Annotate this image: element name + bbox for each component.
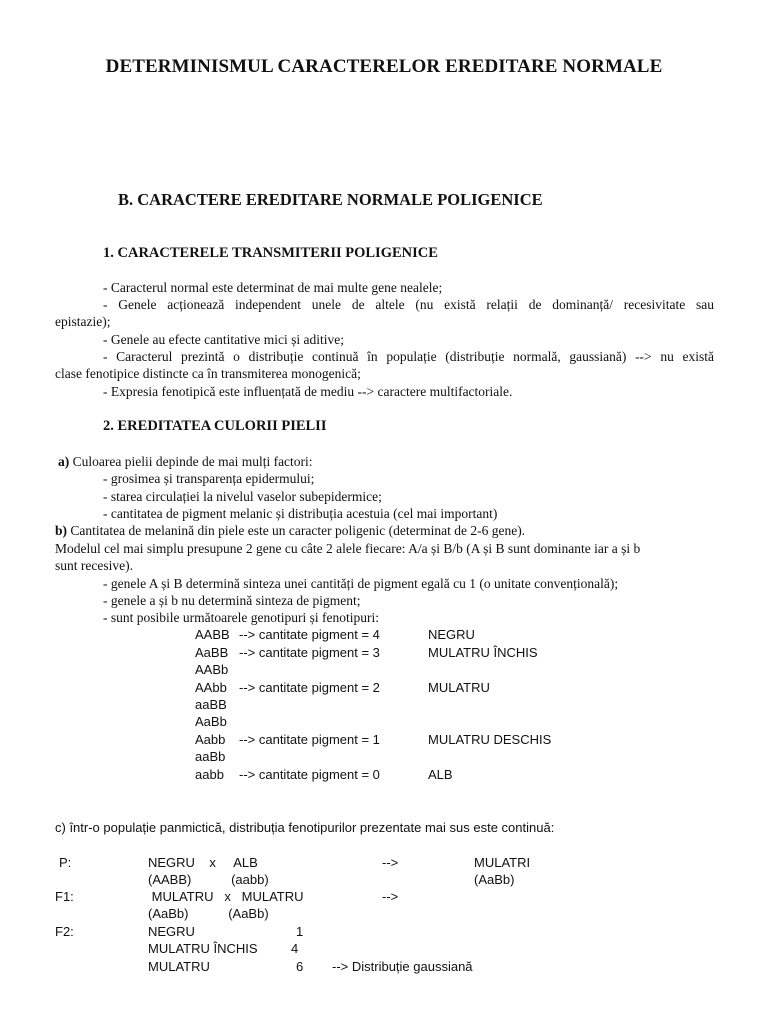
cross-label-f1: F1: (55, 889, 74, 904)
f2-phenotype: NEGRU (148, 924, 195, 939)
bullet-3: - Genele au efecte cantitative mici și aditive; (103, 332, 345, 347)
factor-item: - grosimea și transparența epidermului; (103, 471, 315, 486)
cross-f1-arrow: --> (382, 889, 399, 904)
paragraph-c: c) într-o populație panmictică, distribuția fenotipurilor prezentate mai sus este continuă: (55, 820, 555, 835)
cross-p-arrow: --> (382, 855, 399, 870)
cross-label-p: P: (59, 855, 72, 870)
phenotype-cell: MULATRU ÎNCHIS (428, 645, 538, 660)
cross-p-result: MULATRI (474, 855, 531, 870)
genotype-cell: AAbb (195, 680, 227, 695)
gene-item: - genele A și B determină sinteza unei cantități de pigment egală cu 1 (o unitate convențională); (103, 576, 619, 591)
paragraph-a (58, 453, 313, 470)
genotype-cell: Aabb (195, 732, 226, 747)
phenotype-cell: MULATRU DESCHIS (428, 732, 552, 747)
f2-phenotype: MULATRU (148, 959, 210, 974)
phenotype-cell: ALB (428, 767, 453, 782)
genotype-cell: AaBB (195, 645, 229, 660)
cross-label-f2: F2: (55, 924, 74, 939)
genotype-cell: aaBb (195, 749, 226, 764)
genotype-cell: aabb (195, 767, 224, 782)
bullet-2-line-1: - Genele acționează independent unele de altele (nu există relații de dominanță/ recesivitate sau (103, 297, 714, 312)
subsection-1-heading: 1. CARACTERELE TRANSMITERII POLIGENICE (103, 245, 438, 261)
genotype-cell: AABB (195, 627, 230, 642)
pigment-cell: --> cantitate pigment = 0 (239, 767, 380, 782)
cross-p-genotypes: (AABB) (aabb) (148, 872, 269, 887)
pigment-cell: --> cantitate pigment = 2 (239, 680, 380, 695)
bullet-4-line-1: - Caracterul prezintă o distribuție continuă în populație (distribuție normală, gaussiană) --> nu există (103, 349, 714, 364)
bullet-4-line-2: clase fenotipice distincte ca în transmiterea monogenică; (55, 366, 361, 381)
pigment-cell: --> cantitate pigment = 3 (239, 645, 380, 660)
f2-phenotype: MULATRU ÎNCHIS (148, 941, 258, 956)
factor-item: - starea circulației la nivelul vaselor subepidermice; (103, 489, 382, 504)
paragraph-b (55, 522, 525, 539)
paragraph-a-label: a) (58, 454, 70, 469)
page-title: DETERMINISMUL CARACTERELOR EREDITARE NORMALE (105, 56, 663, 77)
f2-count: 6 (296, 959, 304, 974)
cross-p-result-genotype: (AaBb) (474, 872, 515, 887)
genotype-cell: AABb (195, 662, 229, 677)
section-b-heading: B. CARACTERE EREDITARE NORMALE POLIGENICE (118, 190, 543, 209)
subsection-2-heading: 2. EREDITATEA CULORII PIELII (103, 418, 327, 434)
paragraph-b-text: Cantitatea de melanină din piele este un caracter poligenic (determinat de 2-6 gene). (67, 523, 526, 538)
phenotype-cell: NEGRU (428, 627, 475, 642)
model-line-1: Modelul cel mai simplu presupune 2 gene cu câte 2 alele fiecare: A/a și B/b (A și B sunt dominante iar a și b (55, 541, 641, 556)
cross-p-parents: NEGRU x ALB (148, 855, 258, 870)
paragraph-b-label: b) (55, 523, 68, 538)
bullet-2-line-2: epistazie); (55, 314, 111, 329)
model-line-2: sunt recesive). (55, 558, 133, 573)
gene-item: - sunt posibile următoarele genotipuri și fenotipuri: (103, 610, 379, 625)
bullet-1: - Caracterul normal este determinat de mai multe gene nealele; (103, 280, 443, 295)
f2-count: 1 (296, 924, 304, 939)
cross-f1-genotypes: (AaBb) (AaBb) (148, 906, 269, 921)
cross-f1-parents: MULATRU x MULATRU (148, 889, 304, 904)
factor-item: - cantitatea de pigment melanic și distribuția acestuia (cel mai important) (103, 506, 498, 521)
paragraph-a-text: Culoarea pielii depinde de mai mulți factori: (69, 454, 313, 469)
gene-item: - genele a și b nu determină sinteza de pigment; (103, 593, 361, 608)
genotype-cell: AaBb (195, 714, 227, 729)
bullet-5: - Expresia fenotipică este influențată de mediu --> caractere multifactoriale. (103, 384, 513, 399)
f2-distribution-note: --> Distribuție gaussiană (332, 959, 473, 974)
phenotype-cell: MULATRU (428, 680, 490, 695)
f2-count: 4 (291, 941, 299, 956)
pigment-cell: --> cantitate pigment = 4 (239, 627, 380, 642)
genotype-cell: aaBB (195, 697, 227, 712)
pigment-cell: --> cantitate pigment = 1 (239, 732, 380, 747)
